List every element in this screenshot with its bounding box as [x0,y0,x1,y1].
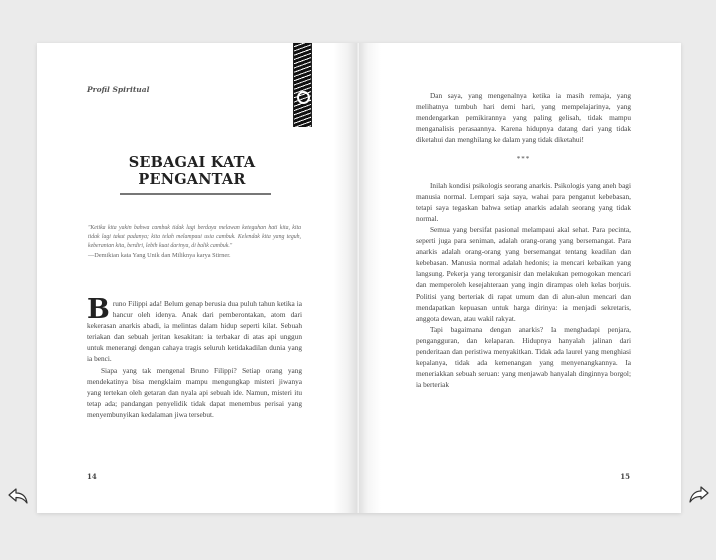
running-head: Profil Spiritual [87,85,150,94]
page-number: 15 [620,472,630,481]
epigraph [88,224,301,260]
epigraph-attribution: —Demikian kata Yang Unik dan Miliknya karya Stirner. [88,252,231,259]
left-body-text [87,294,302,420]
left-page[interactable] [37,43,359,513]
title-underline [120,193,271,195]
section-separator: *** [516,155,531,164]
book-spread [37,43,681,513]
paragraph: Inilah kondisi psikologis seorang anarkis. Psikologis yang aneh bagi manusia normal. Lempari saja saya, wahai para penganut kebebasan, tetapi saya tegaskan bahwa setiap anarkis adalah seorang yang tidak normal. [416,180,631,223]
page-number: 14 [87,472,97,481]
epigraph-quote: "Ketika kita yakin bahwa cambuk tidak lagi berdaya melawan keteguhan hati kita, kita tidak lagi takut padanya; kita telah melampaui usia cambuk. Kelendak kita yang teguh, keberanian kita, berdiri, lebih kuat darinya, di balik cambuk." [88,225,301,249]
previous-page-button[interactable] [5,485,31,507]
chapter-title-line1: SEBAGAI KATA [128,154,256,171]
paragraph: Tapi bagaimana dengan anarkis? Ia menghadapi penjara, pengangguran, dan kelaparan. Hidupnya hanyalah jalinan dari penderitaan dan peristiwa menyakitkan. Tidak ada laurel yang menghiasi kepalanya, tidak ada kemenangan yang menyenangkannya. Ia meneriakkan sebuah seruan: yang menjawab hanyalah dinginnya borgol; ia berteriak [416,324,631,390]
right-body-text [416,90,631,390]
paragraph [87,294,302,365]
paragraph: Semua yang bersifat pasional melampaui akal sehat. Para pecinta, seperti juga para seniman, adalah orang-orang yang bersemangat. Para anarkis adalah orang-orang yang bersemangat tentang keadilan dan kebebasan. Manusia normal adalah hedonis; ia mencari kebaikan yang langsung. Pekerja yang terorganisir dan melakukan pemogokan mencari dan memperoleh kesejahteraan yang ingin dirampas oleh kelas borjuis. Politisi yang berteriak di rapat umum dan di alun-alun mencari dan mendapatkan kepuasan untuk harga dirinya: ia menjadi sekretaris, anggota dewan, atau wakil rakyat. [416,224,631,323]
curved-arrow-right-icon [686,485,712,507]
paragraph: Dan saya, yang mengenalnya ketika ia masih remaja, yang melihatnya tumbuh hari demi hari, yang mempelajarinya, yang mendengarkan pemikirannya yang paling gelisah, tidak mampu menganalisis perasaannya. Karena hidupnya datang dari yang tidak diketahui dan menghilang ke dalam yang tidak diketahui! [416,91,631,145]
tribal-ornament-icon [293,43,312,127]
drop-cap: B [87,294,110,325]
chapter-title [97,154,287,188]
chapter-title-line2: PENGANTAR [138,171,246,188]
next-page-button[interactable] [686,485,712,507]
paragraph: Siapa yang tak mengenal Bruno Filippi? Setiap orang yang mendekatinya bisa mengklaim mampu mengungkap misteri jiwanya yang tertekan oleh getaran dan nyala api sebuah ide. Namun, misteri itu tetap ada; pandangan penyelidik tidak dapat menembus perisai yang menyembunyikan kedalaman jiwa tersebut. [87,365,302,419]
curved-arrow-left-icon [5,485,31,507]
right-page[interactable] [359,43,681,513]
paragraph-text: runo Filippi ada! Belum genap berusia dua puluh tahun ketika ia hancur oleh idenya. Anak dari pemberontakan, atom dari kekerasan anarkis abadi, ia melintas dalam hidup seperti kilat. Sebuah teriakan dan sebuah jeritan kesakitan: ia terbakar di atas api unggun untuk menerangi dengan cahaya tragis seluruh ketidakadilan dunia yang ia benci. [87,299,302,364]
